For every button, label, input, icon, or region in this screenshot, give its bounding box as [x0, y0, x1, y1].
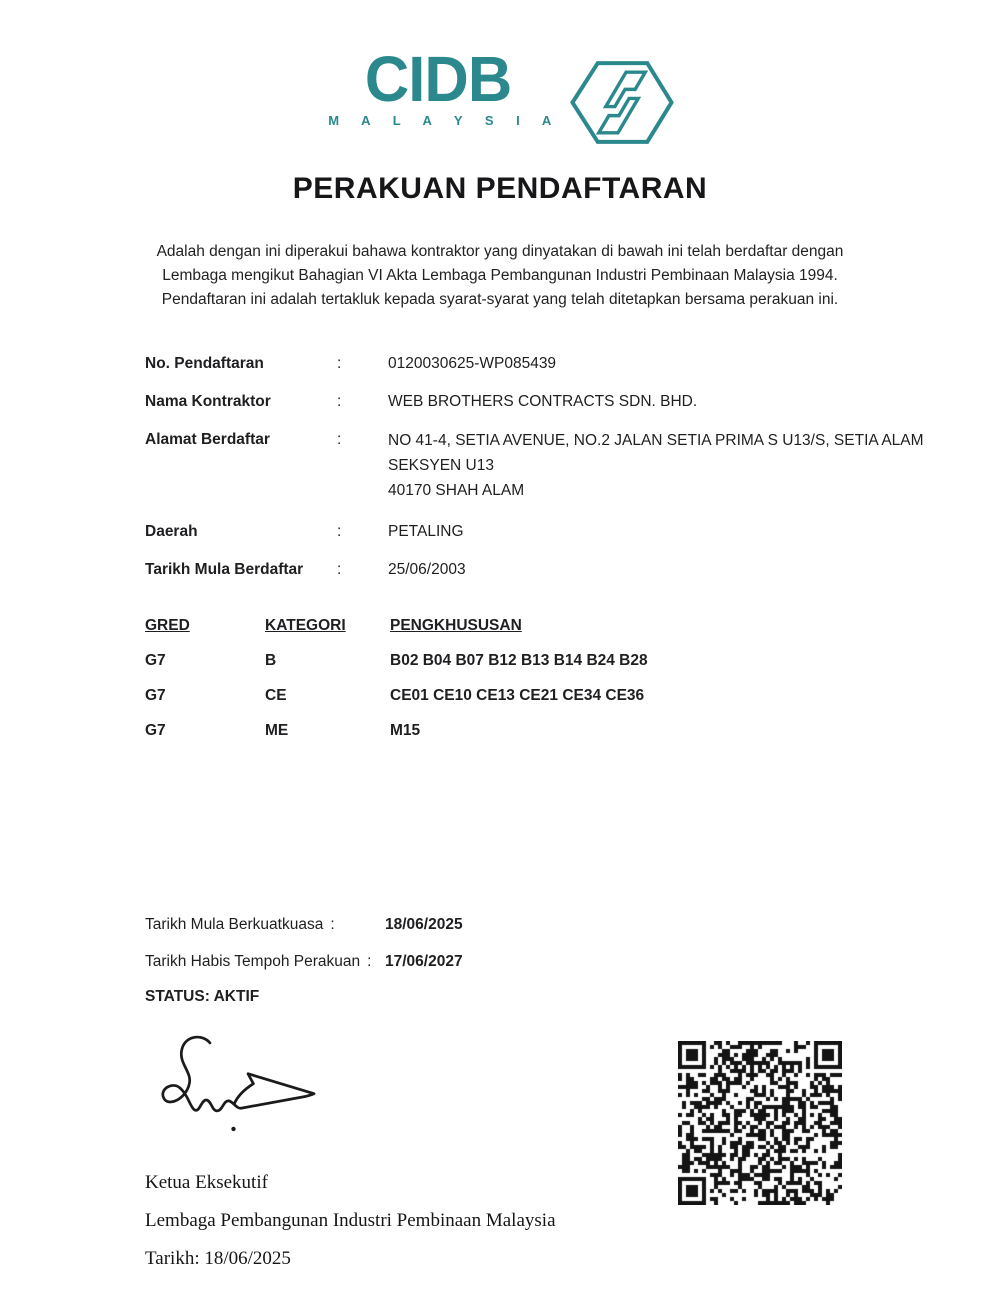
validity-value: 18/06/2025 — [385, 916, 463, 933]
cidb-malaysia-text: M A L A Y S I A — [328, 113, 561, 129]
field-row-alamat-berdaftar — [145, 428, 960, 503]
validity-colon: : — [367, 953, 372, 970]
field-row-nama-kontraktor — [145, 390, 960, 413]
footer-block — [145, 1172, 1000, 1269]
signatory-title: Ketua Eksekutif — [145, 1172, 268, 1193]
table-row — [145, 720, 1000, 742]
table-row — [145, 650, 1000, 672]
issue-date: Tarikh: 18/06/2025 — [145, 1248, 291, 1269]
table-row — [145, 685, 1000, 707]
cell-pengkhususan: M15 — [390, 722, 421, 739]
cidb-brand-text: CIDB — [365, 43, 512, 115]
address-line: SEKSYEN U13 — [388, 457, 494, 474]
signature-block — [152, 1032, 1000, 1144]
cidb-logo-text — [325, 43, 561, 129]
cell-gred: G7 — [145, 652, 166, 669]
cell-kategori: ME — [265, 722, 289, 739]
intro-line: Lembaga mengikut Bahagian VI Akta Lembaga Pembangunan Industri Pembinaan Malaysia 1994. — [162, 267, 838, 284]
field-colon: : — [337, 523, 342, 540]
intro-line: Adalah dengan ini diperakui bahawa kontraktor yang dinyatakan di bawah ini telah berdaftar dengan — [156, 243, 844, 260]
validity-label: Tarikh Mula Berkuatkuasa — [145, 916, 324, 933]
handwritten-signature-icon — [152, 1032, 324, 1139]
intro-line: Pendaftaran ini adalah tertakluk kepada syarat-syarat yang telah ditetapkan bersama perakuan ini. — [161, 291, 839, 308]
col-header-pengkhususan: PENGKHUSUSAN — [390, 617, 522, 634]
field-colon: : — [337, 561, 342, 578]
field-row-tarikh-mula-berdaftar — [145, 558, 960, 581]
cell-gred: G7 — [145, 722, 166, 739]
validity-value: 17/06/2027 — [385, 953, 463, 970]
col-header-gred: GRED — [145, 617, 190, 634]
registration-details — [145, 352, 960, 581]
cidb-logo — [0, 0, 1000, 156]
field-label: Alamat Berdaftar — [145, 431, 270, 448]
field-value: 25/06/2003 — [388, 561, 466, 578]
field-value-address — [388, 428, 960, 503]
grade-table — [145, 615, 1000, 742]
field-row-daerah — [145, 520, 960, 543]
field-label: Tarikh Mula Berdaftar — [145, 561, 304, 578]
cell-gred: G7 — [145, 687, 166, 704]
grade-table-header — [145, 615, 1000, 637]
field-label: No. Pendaftaran — [145, 355, 264, 372]
status-badge: STATUS: AKTIF — [145, 988, 260, 1005]
validity-row-habis-tempoh — [145, 951, 1000, 973]
validity-row-mula-berkuatkuasa — [145, 914, 1000, 936]
field-label: Nama Kontraktor — [145, 393, 271, 410]
field-value: WEB BROTHERS CONTRACTS SDN. BHD. — [388, 393, 698, 410]
validity-section — [145, 914, 1000, 1006]
field-label: Daerah — [145, 523, 198, 540]
col-header-kategori: KATEGORI — [265, 617, 346, 634]
address-line: 40170 SHAH ALAM — [388, 482, 525, 499]
cell-kategori: CE — [265, 687, 287, 704]
cell-kategori: B — [265, 652, 277, 669]
address-line: NO 41-4, SETIA AVENUE, NO.2 JALAN SETIA PRIMA S U13/S, SETIA ALAM — [388, 432, 924, 449]
field-value: 0120030625-WP085439 — [388, 355, 557, 372]
field-colon: : — [337, 431, 342, 448]
organization-name: Lembaga Pembangunan Industri Pembinaan Malaysia — [145, 1210, 556, 1231]
page-title: PERAKUAN PENDAFTARAN — [292, 172, 708, 205]
cell-pengkhususan: CE01 CE10 CE13 CE21 CE34 CE36 — [390, 687, 645, 704]
cidb-hexagon-logo-icon — [569, 54, 675, 156]
field-value: PETALING — [388, 523, 464, 540]
field-row-no-pendaftaran — [145, 352, 960, 375]
intro-paragraph — [0, 240, 1000, 312]
field-colon: : — [337, 355, 342, 372]
validity-colon: : — [330, 916, 335, 933]
field-colon: : — [337, 393, 342, 410]
validity-label: Tarikh Habis Tempoh Perakuan — [145, 953, 361, 970]
cell-pengkhususan: B02 B04 B07 B12 B13 B14 B24 B28 — [390, 652, 648, 669]
qr-code — [678, 1041, 842, 1205]
